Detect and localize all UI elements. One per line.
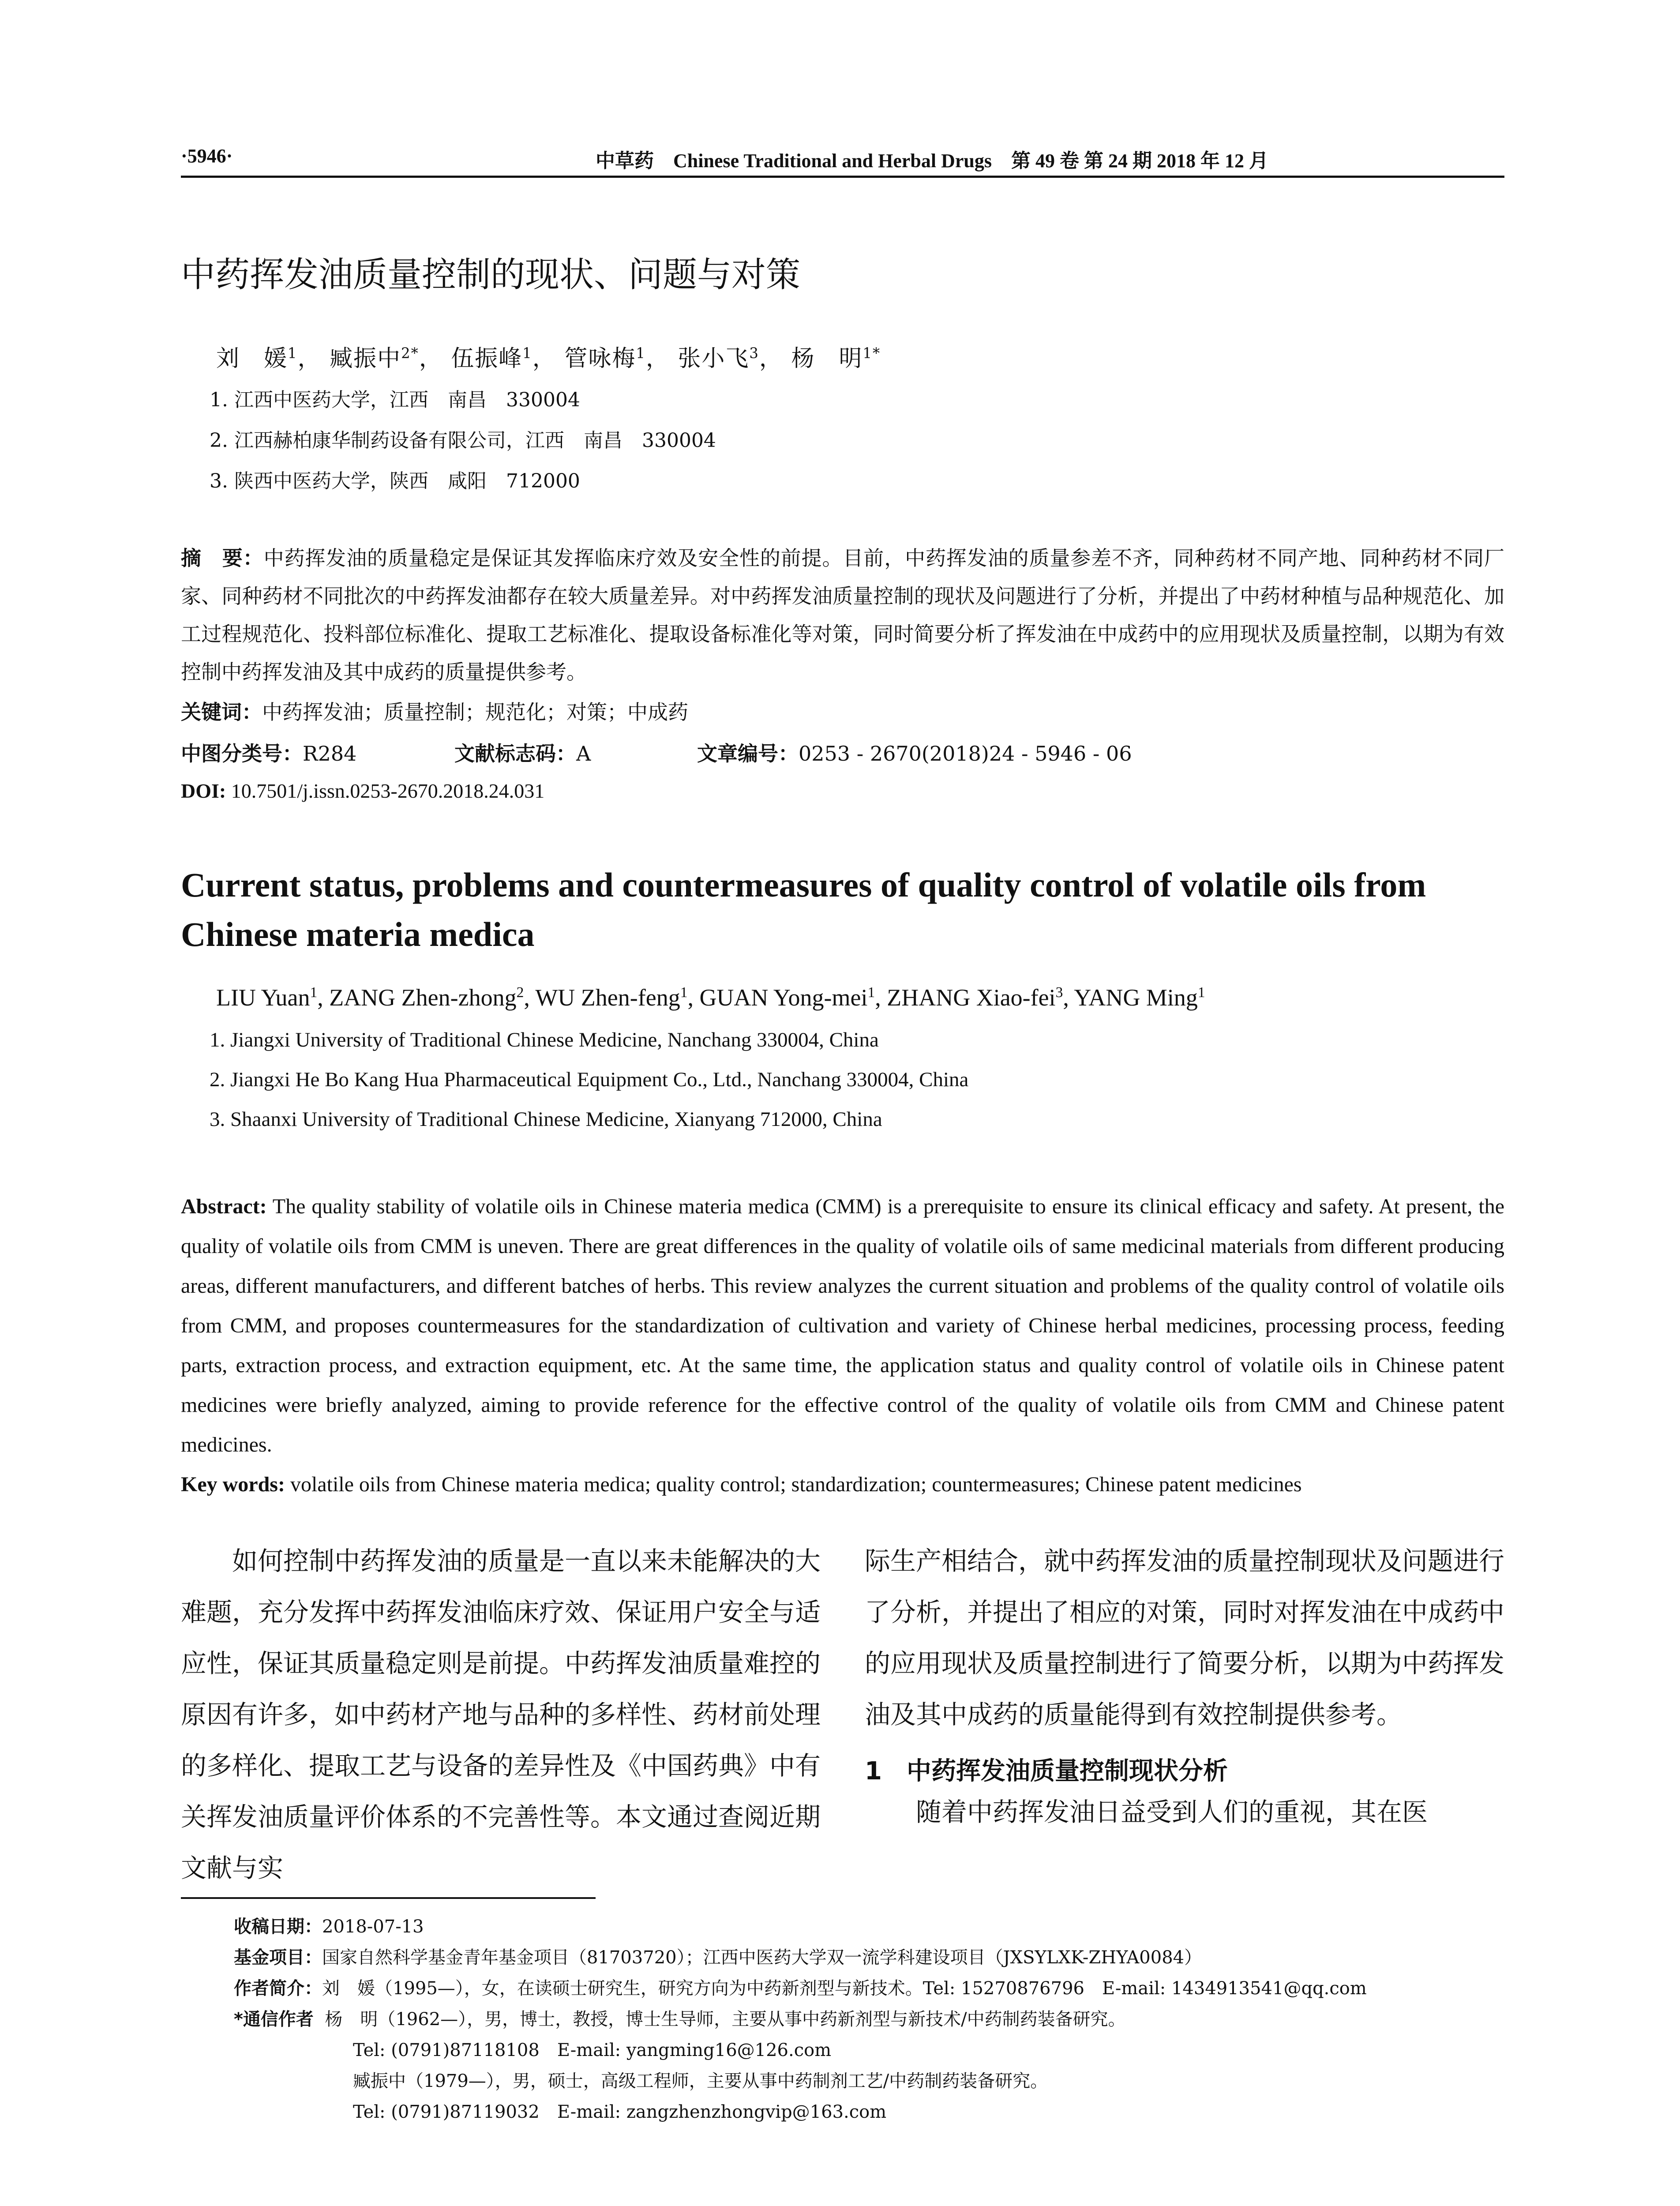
author-name: ZHANG Xiao-fei [887,984,1056,1011]
author-name: 臧振中 [330,345,401,372]
author-sup: 1 [636,345,646,362]
doc-label: 文献标志码： [454,742,576,765]
author-name: ZANG Zhen-zhong [329,984,517,1011]
doi-value[interactable]: 10.7501/j.issn.0253-2670.2018.24.031 [231,780,545,802]
page-number: ·5946· [181,145,233,167]
doc-value: A [576,742,591,765]
fund-text: 国家自然科学基金青年基金项目（81703720）；江西中医药大学双一流学科建设项目（JXSYLXK-ZHYA0084） [322,1947,1202,1968]
corresponding-2-contact: Tel: (0791)87119032 E-mail: zangzhenzhongvip@163.com [353,2102,887,2122]
affiliation-en: 1. Jiangxi University of Traditional Chinese Medicine, Nanchang 330004, China [210,1028,879,1051]
page-title-cn: 中药挥发油质量控制的现状、问题与对策 [181,255,801,295]
article-label: 文章编号： [697,742,799,765]
author-sup: 1* [862,345,881,362]
author-sup: 1 [1197,984,1205,1001]
author-sup: 1 [867,984,875,1001]
running-header [181,140,1504,176]
author-name: 张小飞 [678,345,750,372]
clc-label: 中图分类号： [181,742,303,765]
author-name: 伍振峰 [451,345,523,372]
journal-name-cn: 中草药 [596,150,654,172]
author-list-en: LIU Yuan$^1$, ZANG Zhen-zhong$^2$, WU Zhen-feng$^1$, GUAN Yong-mei$^1$, ZHANG Xiao-fei$^3$, YANG Ming$^1$ [216,984,1205,1011]
article-value: 0253 - 2670(2018)24 - 5946 - 06 [799,742,1132,765]
body-intro-right: 际生产相结合，就中药挥发油的质量控制现状及问题进行了分析，并提出了相应的对策，同时对挥发油在中成药中的应用现状及质量控制进行了简要分析，以期为中药挥发油及其中成药的质量能得到有效控制提供参考。 [865,1546,1505,1730]
author-sup: 2* [401,345,419,362]
journal-name-en: Chinese Traditional and Herbal Drugs [673,150,992,172]
issue-info: 第 49 卷 第 24 期 2018 年 12 月 [1011,150,1269,172]
footnote-corresponding [234,2005,1126,2030]
affiliation-cn: 3. 陕西中医药大学，陕西 咸阳 712000 [210,470,580,492]
corresponding-1-contact: Tel: (0791)87118108 E-mail: yangming16@126.com [353,2040,832,2060]
keywords-cn-label: 关键词： [181,700,262,724]
affiliation-en: 2. Jiangxi He Bo Kang Hua Pharmaceutical Equipment Co., Ltd., Nanchang 330004, China [210,1068,969,1091]
affiliation-cn: 1. 江西中医药大学，江西 南昌 330004 [210,389,580,411]
footnote-fund [234,1943,1202,1969]
author-sup: 1 [310,984,318,1001]
corresponding-1: 杨 明（1962—），男，博士，教授，博士生导师，主要从事中药新剂型与新技术/中药制药装备研究。 [325,2009,1126,2030]
clc-value: R284 [303,742,357,765]
author-sup: 1 [288,345,298,362]
abstract-cn [181,539,1504,691]
author-bio-text: 刘 媛（1995—），女，在读硕士研究生，研究方向为中药新剂型与新技术。Tel: 15270876796 E-mail: 1434913541@qq.com [322,1978,1367,1999]
page-title-en: Current status, problems and countermeasures of quality control of volatile oils from Chinese materia medica [181,866,1426,953]
keywords-cn [181,696,688,725]
received-date: 2018-07-13 [322,1917,424,1937]
author-name: GUAN Yong-mei [699,984,868,1011]
received-label: 收稿日期： [234,1917,322,1937]
abstract-en [181,1187,1504,1465]
corresponding-2: 臧振中（1979—），男，硕士，高级工程师，主要从事中药制剂工艺/中药制药装备研究。 [353,2071,1048,2091]
body-intro-left: 如何控制中药挥发油的质量是一直以来未能解决的大难题，充分发挥中药挥发油临床疗效、保证用户安全与适应性，保证其质量稳定则是前提。中药挥发油质量难控的原因有许多，如中药材产地与品种的多样性、药材前处理的多样化、提取工艺与设备的差异性及《中国药典》中有关挥发油质量评价体系的不完善性等。本文通过查阅近期文献与实 [181,1546,821,1883]
affiliation-cn: 2. 江西赫柏康华制药设备有限公司，江西 南昌 330004 [210,429,716,452]
section-1-text: 随着中药挥发油日益受到人们的重视，其在医 [916,1797,1428,1827]
section-heading-1: 1 中药挥发油质量控制现状分析 [865,1757,1228,1786]
author-list-cn: 刘 媛$^1$， 臧振中$^{2*}$， 伍振峰$^1$， 管咏梅$^1$， 张小飞$^3$， 杨 明$^{1*}$ [216,345,881,372]
article-number [697,738,1132,767]
footnote-rule [181,1897,596,1899]
keywords-en-label: Key words: [181,1473,285,1496]
author-sup: 1 [522,345,532,362]
footnote-received [234,1913,424,1938]
abstract-en-label: Abstract: [181,1195,267,1218]
journal-line [596,145,1268,173]
keywords-en-text: volatile oils from Chinese materia medica; quality control; standardization; countermeasures; Chinese patent medicines [290,1473,1302,1496]
author-bio-label: 作者简介： [234,1978,322,1999]
doi-label: DOI: [181,780,226,802]
affiliation-en: 3. Shaanxi University of Traditional Chinese Medicine, Xianyang 712000, China [210,1108,882,1131]
author-sup: 3 [749,345,759,362]
classification-row [181,738,356,767]
footnote-author [234,1974,1367,2000]
author-name: LIU Yuan [216,984,310,1011]
corresponding-label: *通信作者 [234,2009,314,2030]
doi [181,779,544,803]
author-sup: 1 [680,984,688,1001]
author-sup: 3 [1055,984,1063,1001]
abstract-cn-label: 摘 要： [181,546,264,570]
keywords-cn-text: 中药挥发油；质量控制；规范化；对策；中成药 [262,700,688,724]
keywords-en [181,1465,1504,1504]
author-sup: 2 [516,984,524,1001]
doc-code [454,738,591,767]
author-name: 杨 明 [791,345,863,372]
fund-label: 基金项目： [234,1947,322,1968]
header-rule [181,176,1504,178]
author-name: YANG Ming [1074,984,1198,1011]
author-name: 刘 媛 [216,345,288,372]
abstract-en-text: The quality stability of volatile oils in Chinese materia medica (CMM) is a prerequisite to ensure its clinical efficacy and safety. At present, the quality of volatile oils from CMM is uneven. There are great differences in the quality of volatile oils of same medicinal materials from different producing areas, different manufacturers, and different batches of herbs. This review analyzes the current situation and problems of the quality control of volatile oils from CMM, and proposes countermeasures for the standardization of cultivation and variety of Chinese herbal medicines, processing process, feeding parts, extraction process, and extraction equipment, etc. At the same time, the application status and quality control of volatile oils in Chinese patent medicines were briefly analyzed, aiming to provide reference for the effective control of the quality of volatile oils from CMM and Chinese patent medicines. [181,1195,1504,1456]
author-name: WU Zhen-feng [535,984,680,1011]
author-name: 管咏梅 [564,345,636,372]
abstract-cn-text: 中药挥发油的质量稳定是保证其发挥临床疗效及安全性的前提。目前，中药挥发油的质量参差不齐，同种药材不同产地、同种药材不同厂家、同种药材不同批次的中药挥发油都存在较大质量差异。对中药挥发油质量控制的现状及问题进行了分析，并提出了中药材种植与品种规范化、加工过程规范化、投料部位标准化、提取工艺标准化、提取设备标准化等对策，同时简要分析了挥发油在中成药中的应用现状及质量控制，以期为有效控制中药挥发油及其中成药的质量提供参考。 [181,546,1505,684]
